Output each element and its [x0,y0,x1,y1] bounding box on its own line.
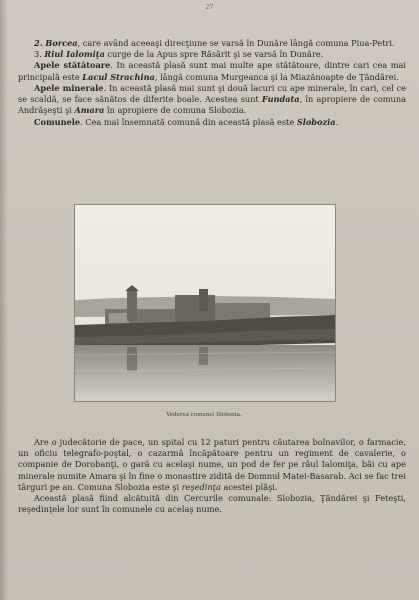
ialomita-text: curge de la Apus spre Răsărit şi se varsă în Dunăre. [104,49,324,60]
photo-caption: Vederea comunei Slobozia. [166,412,242,418]
paragraph-ialomita [18,49,406,60]
institutions-text-a: Are o judecătorie de pace, un spital cu 12 paturi pentru căutarea bolnavilor, o farmacie, un oficiu telegrafo-poştal, o cazarmă încăpătoare pentru un regiment de cavalerie, o companie de Dorobanţi, o gară cu acelaşi nume, un pod de fer pe râul Ialomiţa, băi cu ape minerale numite Amara şi în fine o monastire zidită de Domnul Matei-Basarab. Aci se fac trei târguri pe an. Comuna Slobozia este şi [18,437,406,492]
paragraph-institutions [18,437,406,493]
ialomita-number: 3. [34,49,45,60]
borcea-text: , care având aceeaşi direcţiune se varsă în Dunăre lângă comuna Piua-Petri. [77,38,395,48]
paragraph-mineral-waters [18,83,406,117]
mineral-waters-heading: Apele minerale [34,82,104,93]
lake-amara: Amara [74,105,105,116]
word-resedinta: reşedinţa [181,481,221,492]
communes-end: . [335,116,339,127]
page-number: 27 [205,4,214,11]
river-ialomita: Riul Ialomiţa [44,49,105,60]
lake-fundata: Fundata [261,94,300,105]
institutions-text-b: acestei plăşi. [220,481,278,492]
communes-text: . Cea mai însemnată comună din această plasă este [80,116,297,127]
paragraph-circles: Această plasă fiind alcătuită din Cercurile comunale: Slobozia, Ţăndărei şi Feteşti, reşedinţele lor sunt în comunele cu acelaş nume. [18,493,406,515]
page-fold-shadow [0,0,8,600]
mineral-waters-text-b: , în apropiere de comuna Andrăşeşti şi [18,94,406,116]
paragraph-standing-waters [18,60,406,82]
standing-waters-text-a: . In această plasă sunt mai multe ape stătătoare, dintre cari cea mai principală este [18,60,406,82]
town-slobozia: Slobozia [296,116,336,127]
photograph-slobozia [74,204,336,402]
mineral-waters-text-a: . In această plasă mai sunt şi două lacuri cu ape minerale, în cari, cel ce se scaldă, se face sănătos de diferite boale. Acestea sunt [18,82,406,105]
river-borcea: 2. Borcea [34,38,78,48]
upper-text-block [18,38,406,128]
lower-text-block [18,437,406,516]
lake-strachina: Lacul Strachina [82,71,155,82]
mineral-waters-text-c: în apropiere de comuna Slobozia. [104,105,247,116]
communes-heading: Comunele [34,116,81,127]
slobozia-view-image [75,205,335,401]
standing-waters-text-b: , lângă comuna Murgeanca şi la Miazănoapte de Ţăndărei. [154,71,399,82]
paragraph-borcea [18,38,406,49]
standing-waters-heading: Apele stătătoare [34,60,111,71]
paragraph-communes [18,117,406,128]
